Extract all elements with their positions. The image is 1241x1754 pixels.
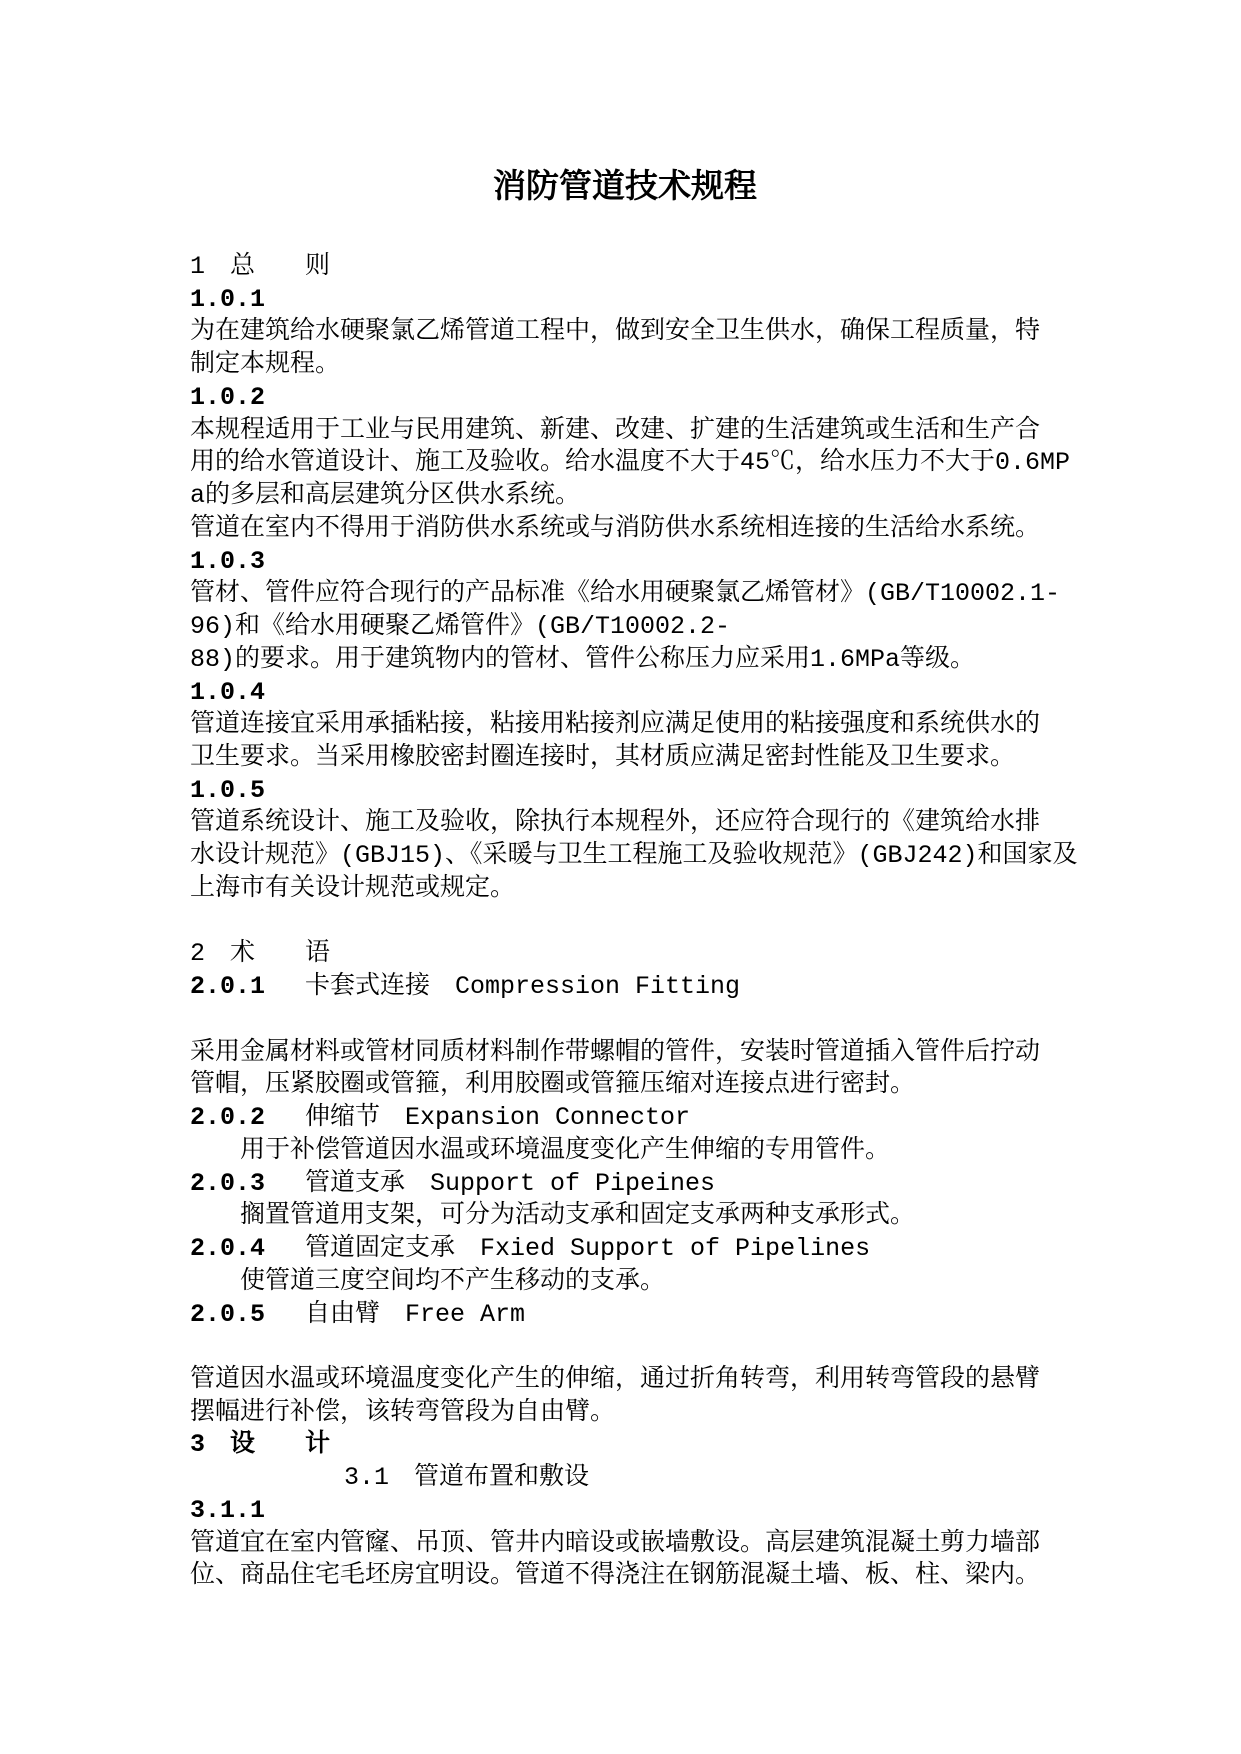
section-3-1-heading: 3.1 管道布置和敷设	[344, 1463, 590, 1493]
clause-text-line: a的多层和高层建筑分区供水系统。	[190, 481, 581, 511]
clause-text-line: 管道连接宜采用承插粘接，粘接用粘接剂应满足使用的粘接强度和系统供水的	[190, 710, 1041, 740]
clause-number-3-1-1: 3.1.1	[190, 1495, 266, 1525]
term-number: 2.0.4	[190, 1234, 266, 1264]
clause-text-line: 用的给水管道设计、施工及验收。给水温度不大于45℃，给水压力不大于0.6MP	[190, 448, 1071, 478]
term-number: 2.0.3	[190, 1168, 266, 1198]
term-chinese-name: 伸缩节	[305, 1103, 381, 1133]
clause-text-line: 管道系统设计、施工及验收，除执行本规程外，还应符合现行的《建筑给水排	[190, 808, 1041, 838]
term-definition-line: 管道因水温或环境温度变化产生的伸缩，通过折角转弯，利用转弯管段的悬臂	[190, 1364, 1041, 1394]
clause-text-line: 水设计规范》(GBJ15)、《采暖与卫生工程施工及验收规范》(GBJ242)和国家及	[190, 841, 1078, 871]
document-body	[190, 251, 1190, 1593]
term-chinese-name: 管道支承	[305, 1168, 406, 1198]
term-number: 2.0.2	[190, 1103, 266, 1133]
term-number: 2.0.1	[190, 972, 266, 1002]
term-english-name: Support of Pipeines	[430, 1168, 716, 1198]
chapter-2-heading: 2 术 语	[190, 939, 331, 969]
term-definition-line: 用于补偿管道因水温或环境温度变化产生伸缩的专用管件。	[240, 1135, 891, 1165]
blank-line	[190, 1004, 1190, 1037]
term-definition-line: 摆幅进行补偿，该转弯管段为自由臂。	[190, 1397, 616, 1427]
clause-number-1-0-2: 1.0.2	[190, 382, 266, 412]
term-heading-2-0-1	[190, 971, 1190, 1004]
term-chinese-name: 管道固定支承	[305, 1234, 456, 1264]
term-english-name: Fxied Support of Pipelines	[480, 1234, 871, 1264]
clause-text-line: 为在建筑给水硬聚氯乙烯管道工程中，做到安全卫生供水，确保工程质量，特	[190, 317, 1041, 347]
clause-text-line: 卫生要求。当采用橡胶密封圈连接时，其材质应满足密封性能及卫生要求。	[190, 743, 1016, 773]
clause-text-line: 88)的要求。用于建筑物内的管材、管件公称压力应采用1.6MPa等级。	[190, 644, 976, 674]
document-title: 消防管道技术规程	[493, 167, 757, 204]
clause-text-line: 管道在室内不得用于消防供水系统或与消防供水系统相连接的生活给水系统。	[190, 513, 1041, 543]
clause-number-1-0-5: 1.0.5	[190, 775, 266, 805]
term-definition-line: 采用金属材料或管材同质材料制作带螺帽的管件，安装时管道插入管件后拧动	[190, 1037, 1041, 1067]
term-chinese-name: 自由臂	[305, 1299, 381, 1329]
clause-text-line: 管材、管件应符合现行的产品标准《给水用硬聚氯乙烯管材》(GB/T10002.1-	[190, 579, 1061, 609]
term-definition-line: 使管道三度空间均不产生移动的支承。	[240, 1266, 666, 1296]
term-heading-2-0-3	[190, 1168, 1190, 1201]
clause-text-line: 制定本规程。	[190, 350, 341, 380]
clause-number-1-0-3: 1.0.3	[190, 546, 266, 576]
blank-line	[190, 906, 1190, 939]
term-number: 2.0.5	[190, 1299, 266, 1329]
term-heading-2-0-4	[190, 1233, 1190, 1266]
term-heading-2-0-5	[190, 1299, 1190, 1332]
clause-text-line: 本规程适用于工业与民用建筑、新建、改建、扩建的生活建筑或生活和生产合	[190, 415, 1041, 445]
chapter-1-heading: 1 总 则	[190, 252, 331, 281]
term-english-name: Compression Fitting	[455, 972, 741, 1002]
term-heading-2-0-2	[190, 1102, 1190, 1135]
term-definition-line: 管帽，压紧胶圈或管箍，利用胶圈或管箍压缩对连接点进行密封。	[190, 1070, 916, 1100]
clause-text-line: 96)和《给水用硬聚乙烯管件》(GB/T10002.2-	[190, 612, 731, 642]
term-chinese-name: 卡套式连接	[305, 972, 431, 1002]
chapter-3-heading: 3 设 计	[190, 1430, 331, 1460]
blank-line	[190, 1331, 1190, 1364]
term-english-name: Expansion Connector	[405, 1103, 691, 1133]
clause-text-line: 位、商品住宅毛坯房宜明设。管道不得浇注在钢筋混凝土墙、板、柱、梁内。	[190, 1561, 1041, 1591]
term-english-name: Free Arm	[405, 1299, 526, 1329]
clause-number-1-0-1: 1.0.1	[190, 284, 266, 314]
term-definition-line: 搁置管道用支架，可分为活动支承和固定支承两种支承形式。	[240, 1201, 916, 1231]
clause-text-line: 上海市有关设计规范或规定。	[190, 873, 516, 903]
clause-text-line: 管道宜在室内管窿、吊顶、管井内暗设或嵌墙敷设。高层建筑混凝土剪力墙部	[190, 1528, 1041, 1558]
clause-number-1-0-4: 1.0.4	[190, 677, 266, 707]
